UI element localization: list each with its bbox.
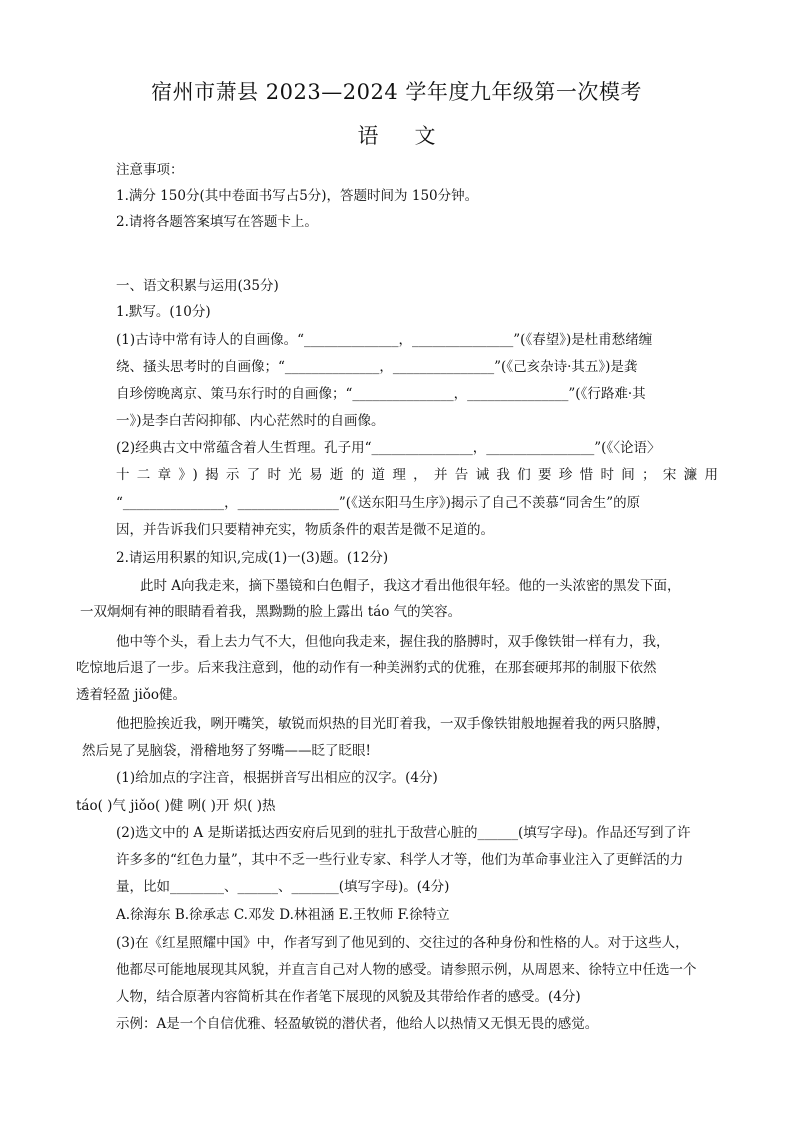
passage-para2-line2: 吃惊地后退了一步。后来我注意到，他的动作有一种美洲豹式的优雅，在那套硬邦邦的制服下依然 [76,660,657,676]
q1-part1-line1: (1)古诗中常有诗人的自画像。“______________，_______________”(《春望》)是杜甫愁绪缠 [116,332,653,348]
passage-para1-line1: 此时 A向我走来，摘下墨镜和白色帽子，我这才看出他很年轻。他的一头浓密的黑发下面， [140,578,681,594]
notes-item-1: 1.满分 150分(其中卷面书写占5分)，答题时间为 150分钟。 [116,188,479,204]
q2-sub3-line1: (3)在《红星照耀中国》中，作者写到了他见到的、交往过的各种身份和性格的人。对于这些人， [116,935,689,951]
page-title: 宿州市萧县 2023—2024 学年度九年级第一次模考 [151,80,642,104]
q2-sub2-options: A.徐海东 B.徐承志 C.邓发 D.林祖涵 E.王牧师 F.徐特立 [116,907,450,923]
question-2-heading: 2.请运用积累的知识,完成(1)一(3)题。(12分) [116,550,389,566]
question-1-heading: 1.默写。(10分) [116,304,211,320]
q1-part1-line3: 自珍傍晚离京、策马东行时的自画像；“_______________，_______________”(《行路难·其 [116,386,646,402]
q1-part1-line2: 绕、搔头思考时的自画像；“______________，_______________”(《己亥杂诗·其五》)是龚 [116,359,638,375]
q1-part2-line4: 因，并告诉我们只要精神充实，物质条件的艰苦是微不足道的。 [116,522,494,538]
notes-item-2: 2.请将各题答案填写在答题卡上。 [116,214,318,230]
q2-sub3-example: 示例：A是一个自信优雅、轻盈敏锐的潜伏者，他给人以热情又无惧无畏的感觉。 [116,1016,599,1032]
q1-part2-line3: “_______________，_______________”(《送东阳马生序》)揭示了自己不羡慕“同舍生”的原 [116,495,641,511]
passage-para3-line2: 然后晃了晃脑袋，滑稽地努了努嘴——眨了眨眼! [82,743,371,759]
subject-title: 语文 [357,124,472,148]
q2-sub3-line3: 人物，结合原著内容简析其在作者笔下展现的风貌及其带给作者的感受。(4分) [116,989,581,1005]
q1-part2-line1: (2)经典古文中常蕴含着人生哲理。孔子用“_______________，________________”(《〈论语〉 [116,440,661,456]
q1-part1-line4: 一》)是李白苦闷抑郁、内心茫然时的自画像。 [116,413,385,429]
q2-sub1-items: táo( )气 jiǒo( )健 咧( )开 炽( )热 [76,798,276,814]
q2-sub2-line2: 许多多的“红色力量”，其中不乏一些行业专家、科学人才等，他们为革命事业注入了更鲜活的力 [116,852,684,868]
passage-para2-line3: 透着轻盈 jiǒo健。 [76,687,187,703]
section-heading: 一、语文积累与运用(35分) [116,278,279,294]
passage-para2-line1: 他中等个头，看上去力气不大，但他向我走来，握住我的胳膊时，双手像铁钳一样有力，我， [116,634,670,650]
q1-part2-line2: 十二章》)揭示了时光易逝的道理，并告诫我们要珍惜时间；宋濂用 [116,467,718,483]
q2-sub2-line1: (2)选文中的 A 是斯诺抵达西安府后见到的驻扎于敌营心脏的______(填写字母)。作品还写到了许 [116,825,691,841]
q2-sub3-line2: 他都尽可能地展现其风貌，并直言自己对人物的感受。请参照示例，从周恩来、徐特立中任选一个 [116,962,697,978]
passage-para3-line1: 他把脸挨近我，咧开嘴笑，敏锐而炽热的目光盯着我，一双手像铁钳般地握着我的两只胳膊， [116,716,670,732]
passage-para1-line2: 一双炯炯有神的眼睛看着我，黑黝黝的脸上露出 táo 气的笑容。 [80,604,462,620]
q2-sub1-heading: (1)给加点的字注音，根据拼音写出相应的汉字。(4分) [116,770,438,786]
notes-heading: 注意事项： [116,162,184,178]
q2-sub2-line3: 量，比如________、______、_______(填写字母)。(4分) [116,879,450,895]
